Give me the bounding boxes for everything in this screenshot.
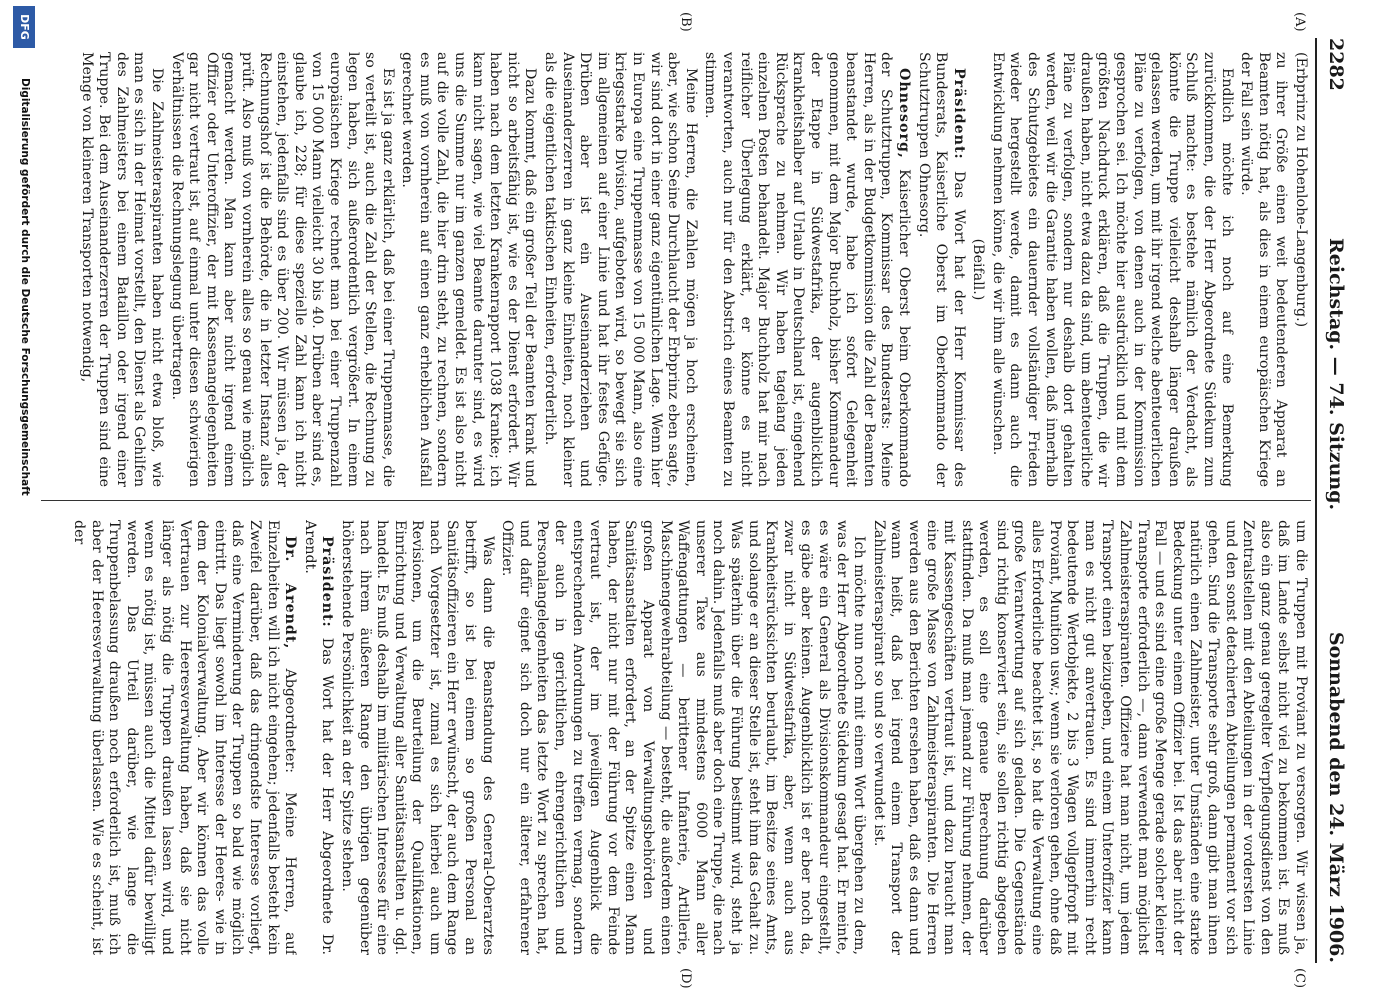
paragraph: um die Truppen mit Proviant zu versorgen. Wir wissen ja, daß im Lande selbst nicht viel zu bekommen ist. Es muß also ein ganz genau geregelter Verpflegungsdienst von den Zentralstellen mit den Abteilungen in der vordersten Linie und den sonst detachierten Abteilungen permanent vor sich gehen. Sind die Transporte sehr groß, dann gibt man ihnen natürlich einen Zahlmeister, unter Umständen eine starke Bedeckung unter einem Offizier bei. Ist das aber nicht der Fall — und es sind eine große Menge gerade solcher kleiner Transporte erforderlich —, dann verwendet man möglichst Zahlmeisteraspiranten. Offiziere hat man nicht, um jedem Transport einen beizugeben, und einem Unteroffizier kann man es nicht gut anvertrauen. Es sind immerhin recht bedeutende Wertobjekte, 2 bis 3 Wagen vollgepfropft mit Proviant, Munition usw.; wenn sie verloren gehen, ohne daß alles Erforderliche beachtet ist, so hat die Verwaltung eine große Verantwortung auf sich geladen. Die Gegenstände sind richtig konserviert sein, sie sollen richtig abgegeben werden, es soll eine genaue Berechnung darüber stattfinden. Da muß man jemand zur Führung nehmen, der mit Kassengeschäften vertraut ist, und dazu braucht man eine große Masse von Zahlmeisteraspiranten. Die Herren werden aus den Berichten ersehen haben, daß es dann und wann heißt, daß bei irgend einem Transport der Zahlmeisteraspirant so und so verwundet ist.: [870, 520, 1309, 955]
paragraph: [300, 520, 335, 955]
page-number: 2282: [1325, 38, 1347, 91]
speaker-name: Dr. Arendt,: [282, 536, 299, 650]
paragraph: [914, 52, 967, 487]
paragraph-text: Abgeordneter: Meine Herren, auf Einzelheiten will ich nicht eingehen; jedenfalls besteht kein Zweifel darüber, daß das dringendste Interesse vorliegt, daß eine Verminderung der Truppen so bald wie möglich eintritt. Das liegt sowohl im Interesse der Heeres- wie in dem der Kolonialverwaltung. Aber wir können das volle Vertrauen zur Heeresverwaltung haben, daß sie nicht länger als nötig die Truppen draußen lassen wird, und wenn es nötig ist, müssen auch die Mittel dafür bewilligt werden. Das Urteil darüber, wie lange die Truppenbelassung draußen noch erforderlich ist, muß ich aber der Heeresverwaltung überlassen. Wie es scheint, ist der: [71, 520, 299, 955]
margin-marker-c: (C): [1292, 968, 1307, 989]
speaker-name: Präsident:: [950, 68, 967, 160]
margin-marker-b: (B): [678, 12, 693, 32]
paragraph: [69, 520, 298, 955]
column-divider: [41, 500, 1311, 501]
speaker-name: Präsident:: [319, 536, 336, 628]
left-column: [45, 52, 1309, 487]
header-rule: [1315, 38, 1317, 963]
reaction: (Beifall.): [970, 238, 987, 301]
session-date: Sonnabend den 24. März 1906.: [1325, 631, 1347, 963]
paragraph-text: Das Wort hat der Herr Kommissar des Bundesrats, Kaiserliche Oberst im Oberkommando der Schutztruppen Ohnesorg.: [915, 52, 967, 487]
paragraph: zu ihrer Größe einen weit bedeutenderen Apparat an Beamten nötig hat, als dies in einem europäischen Kriege der Fall sein würde.: [1238, 52, 1290, 487]
paragraph-text: Das Wort hat der Herr Abgeordnete Dr. Arendt.: [301, 520, 336, 955]
margin-marker-d: (D): [678, 968, 693, 989]
speaker-context: (Erbprinz zu Hohenlohe-Langenburg.): [1293, 52, 1309, 328]
digitization-note: Digitalisierung gefördert durch die Deutsche Forschungsgemeinschaft: [19, 78, 31, 496]
paragraph: Meine Herren, die Zahlen mögen ja hoch erscheinen, aber, wie schon Seine Durchlaucht der Erbprinz eben sagte, wir sind dort in einer ganz eigentümlichen Lage. Wenn hier in Europa eine Truppenmasse von 15 000 Mann, also eine kriegsstarke Division, aufgeboten wird, so bewegt sie sich im allgemeinen auf einer Linie und hat ihr festes Gefüge. Drüben aber ist ein Auseinanderziehen und Auseinanderzerren in ganz kleine Einheiten, noch kleiner als die eigentlichen taktischen Einheiten, erforderlich.: [542, 52, 699, 487]
dfg-logo: DFG: [13, 6, 35, 48]
page-header: [1315, 38, 1355, 963]
paragraph: Dazu kommt, daß ein großer Teil der Beamten krank und nicht so arbeitsfähig ist, wie es der Dienst erfordert. Wir haben nach dem letzten Krankenrapport 1038 Kranke; ich kann nicht sagen, wie viel Beamte darunter sind, es wird uns die Summe nur im ganzen gemeldet. Es ist also nicht auf die volle Zahl, die hier drin steht, zu rechnen, sondern es muß von vornherein auf einen ganz erheblichen Ausfall gerechnet werden.: [399, 52, 539, 487]
speaker-name: Ohnesorg,: [895, 68, 912, 159]
session-title: Reichstag. — 74. Sitzung.: [1325, 238, 1347, 511]
paragraph: Es ist ja ganz erklärlich, daß bei einer Truppenmasse, die so verteilt ist, auch die Zahl der Stellen, die Rechnung zu legen haben, sich außerordentlich vergrößert. In einem europäischen Kriege rechnet man bei einer Truppenzahl von 15 000 Mann vielleicht 30 bis 40. Drüben aber sind es, glaube ich, 228; für diese spezielle Zahl kann ich nicht einstehen, jedenfalls sind es über 200. Wir müssen ja, der Rechnungshof ist die Behörde, die in letzter Instanz alles prüft. Also muß von vornherein alles so genau wie möglich gemacht werden. Man kann aber nicht irgend einem Offizier oder Unteroffizier, der mit Kassenangelegenheiten gar nicht vertraut ist, auf einmal unter diesen schwierigen Verhältnissen die Rechnungslegung übertragen.: [168, 52, 396, 487]
paragraph: Was dann die Beanstandung des General-Oberarztes betrifft, so ist bei einem so großen Personal an Sanitätsoffizieren ein Herr erwünscht, der auch dem Range nach Vorgesetzter ist, zumal es sich hierbei auch um Revisionen, um die Beurteilung der Qualifikationen, Einrichtung und Verwaltung aller Sanitätsanstalten u. dgl. handelt. Es muß deshalb im militärischen Interesse für eine nach ihrem äußeren Range den übrigen gegenüber höherstehende Persönlichkeit an der Spitze stehen.: [338, 520, 496, 955]
paragraph: Endlich möchte ich noch auf eine Bemerkung zurückkommen, die der Herr Abgeordnete Südekum zum Schluß machte: es bestehe nämlich der Verdacht, als könnte die Truppe vielleicht deshalb länger draußen gelassen werden, um mit ihr irgend welche abenteuerlichen Pläne zu verfolgen, von denen auch in der Kommission gesprochen sei. Ich möchte hier ausdrücklich und mit dem größten Nachdruck erklären, daß die Truppen, die wir draußen haben, nicht etwa dazu da sind, um abenteuerliche Pläne zu verfolgen, sondern nur deshalb dort gehalten werden, weil wir die Garantie haben wollen, daß innerhalb des Schutzgebietes ein dauernder vollständiger Frieden wieder hergestellt werde, damit es dann auch die Entwicklung nehmen könne, die wir ihm alle wünschen.: [989, 52, 1235, 487]
paragraph: [701, 52, 912, 487]
paragraph: Ich möchte nun noch mit einem Wort übergehen zu dem, was der Herr Abgeordnete Südekum gesagt hat. Er meinte, es wäre ein General als Divisionskommandeur eingestellt, es gäbe aber keinen. Augenblicklich ist er aber noch da, zwar nicht in Südwestafrika, aber, wenn auch aus Krankheitsrücksichten beurlaubt, im Besitze seines Amts, und solange er an dieser Stelle ist, steht ihm das Gehalt zu. Was späterhin über die Führung bestimmt wird, steht ja noch dahin. Jedenfalls muß aber doch eine Truppe, die nach unserer Taxe aus mindestens 6000 Mann aller Waffengattungen — berittener Infanterie, Artillerie, Maschinengewehrabteilung — besteht, die außerdem einen großen Apparat von Verwaltungsbehörden und Sanitätsanstalten erfordert, an der Spitze einen Mann haben, der nicht nur mit der Führung vor dem Feinde vertraut ist, der im jeweiligen Augenblick die entsprechenden Anordnungen zu treffen vermag, sondern der auch in gerichtlichen, ehrengerichtlichen und Personalangelegenheiten das letzte Wort zu sprechen hat, und dafür eignet sich doch nur ein älterer, erfahrener Offizier.: [499, 520, 868, 955]
paragraph-text: Kaiserlicher Oberst beim Oberkommando der Schutztruppen, Kommissar des Bundesrats: Meine Herren, als in der Budgetkommission die Zahl der Beamten beanstandet wurde, habe ich sofort Gelegenheit genommen, mit dem Major Buchholz, bisher Kommandeur der Etappe in Südwestafrika, der augenblicklich krankheitshalber auf Urlaub in Deutschland ist, eingehend Rücksprache zu nehmen. Wir haben tagelang jeden einzelnen Posten behandelt. Major Buchholz hat mir nach reiflicher Überlegung erklärt, er könne es nicht verantworten, auch nur für den Abstrich eines Beamten zu stimmen.: [702, 52, 912, 487]
margin-marker-a: (A): [1292, 12, 1307, 32]
right-column: [45, 520, 1309, 955]
paragraph: Die Zahlmeisteraspiranten haben nicht etwa bloß, wie man es sich in der Heimat vorstellt, den Dienst als Gehilfen des Zahlmeisters bei einem Bataillon oder irgend einer Truppe. Bei dem Auseinanderzerren der Truppen sind eine Menge von kleineren Transporten notwendig,: [78, 52, 165, 487]
